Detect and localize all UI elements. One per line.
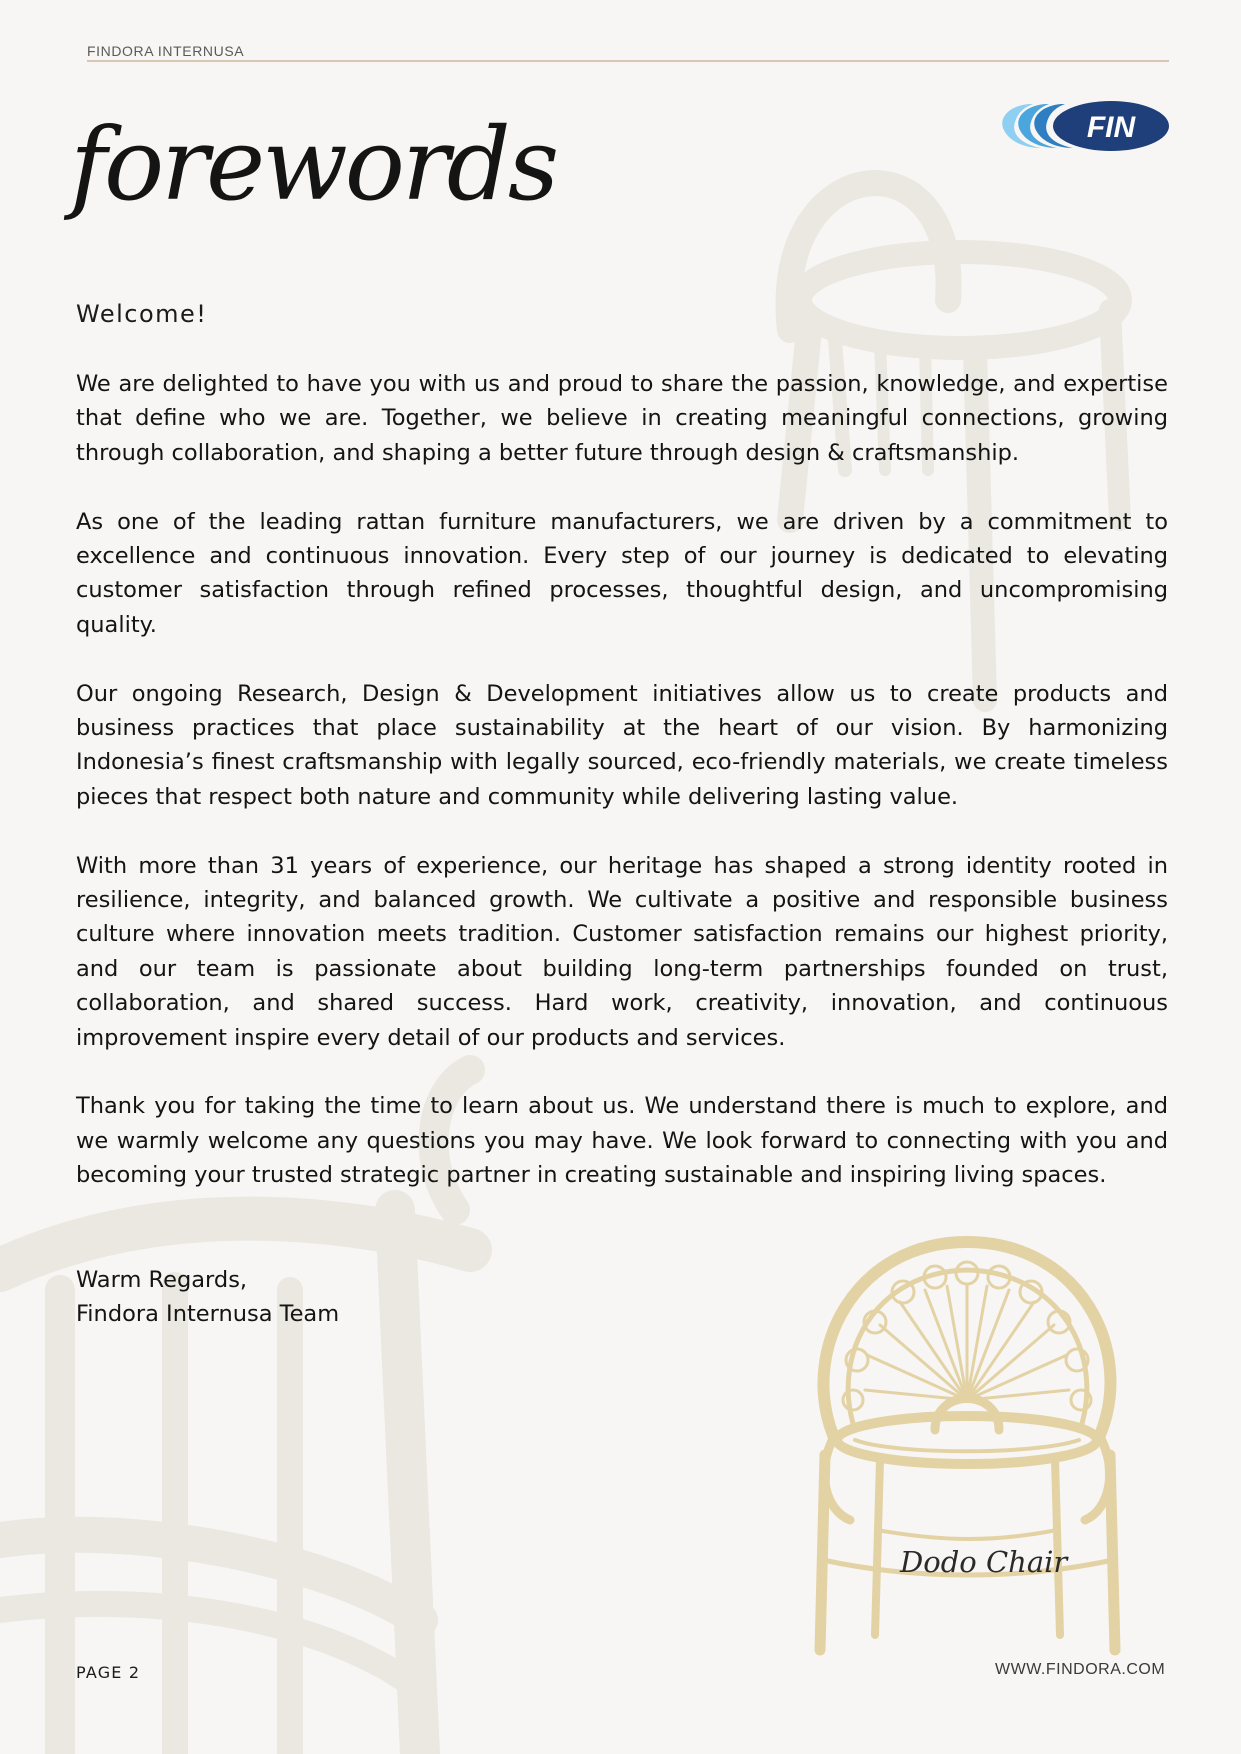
foreword-body <box>76 367 1168 1227</box>
dodo-chair-image <box>795 1230 1140 1658</box>
paragraph: As one of the leading rattan furniture manufacturers, we are driven by a commitment to excellence and continuous innovation. Every step of our journey is dedicated to elevating customer satisfaction through refined processes, thoughtful design, and uncompromising quality. <box>76 508 1168 638</box>
greeting: Welcome! <box>76 300 208 328</box>
paragraph: With more than 31 years of experience, our heritage has shaped a strong identity rooted in resilience, integrity, and balanced growth. We cultivate a positive and responsible business culture where innovation meets tradition. Customer satisfaction remains our highest priority, and our team is passionate about building long-term partnerships founded on trust, collaboration, and shared success. Hard work, creativity, innovation, and continuous improvement inspire every detail of our products and services. <box>76 852 1168 1051</box>
fin-logo <box>993 98 1169 154</box>
closing-salutation: Warm Regards, <box>76 1267 248 1293</box>
logo-text: FIN <box>1086 111 1136 144</box>
header-brand-name: FINDORA INTERNUSA <box>87 43 245 59</box>
page-number: PAGE 2 <box>76 1663 141 1682</box>
chair-caption: Dodo Chair <box>900 1545 1068 1579</box>
closing-signoff <box>76 1263 339 1332</box>
website-link[interactable]: WWW.FINDORA.COM <box>995 1661 1166 1678</box>
paragraph: We are delighted to have you with us and proud to share the passion, knowledge, and expertise that define who we are. Together, we believe in creating meaningful connections, growing through collaboration, and shaping a better future through design & craftsmanship. <box>76 371 1168 466</box>
paragraph: Our ongoing Research, Design & Development initiatives allow us to create products and business practices that place sustainability at the heart of our vision. By harmonizing Indonesia’s finest craftsmanship with legally sourced, eco-friendly materials, we create timeless pieces that respect both nature and community while delivering lasting value. <box>76 680 1168 810</box>
header-divider <box>87 60 1169 62</box>
page-title: forewords <box>70 106 557 223</box>
paragraph: Thank you for taking the time to learn about us. We understand there is much to explore, and we warmly welcome any questions you may have. We look forward to connecting with you and becoming your trusted strategic partner in creating sustainable and inspiring living spaces. <box>76 1093 1168 1189</box>
closing-signature: Findora Internusa Team <box>76 1301 340 1328</box>
